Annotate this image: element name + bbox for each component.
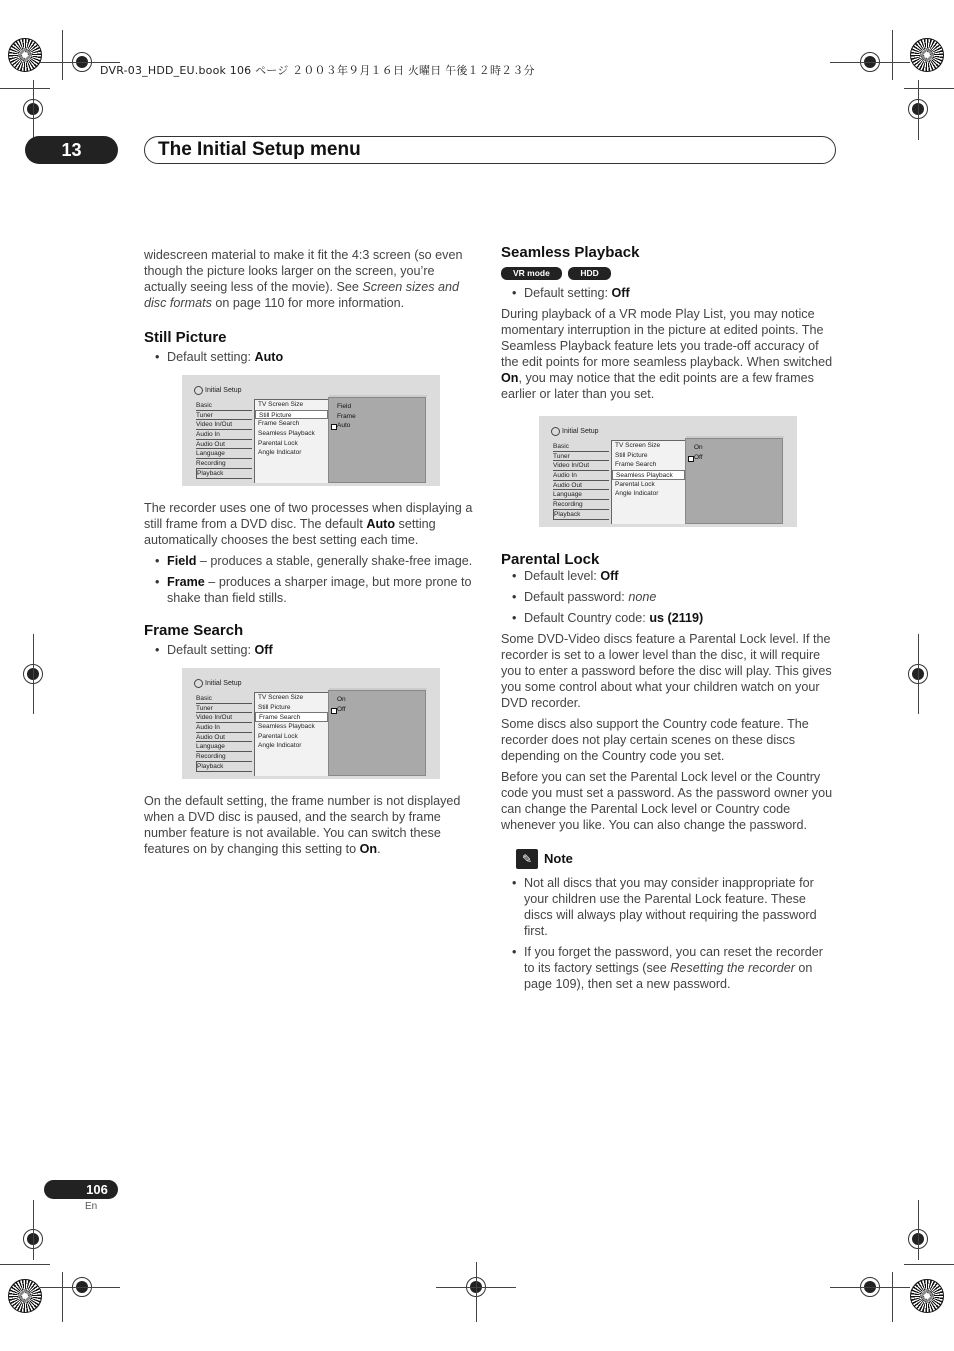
vr-mode-badge: VR mode [501, 267, 562, 280]
trim-line [830, 1287, 910, 1288]
osd-mid-item: Seamless Playback [258, 723, 315, 731]
print-header: DVR-03_HDD_EU.book 106 ページ ２００３年９月１６日 火曜日 午後１２時２３分 [100, 64, 535, 77]
osd-mid-item: Angle Indicator [258, 742, 302, 750]
osd-option: Off [686, 453, 782, 463]
osd-left-item: Audio In [196, 723, 252, 733]
osd-mid-item: Angle Indicator [258, 449, 302, 457]
trim-line [0, 1264, 50, 1265]
osd-mid-item: TV Screen Size [615, 442, 661, 449]
osd-options [328, 690, 426, 776]
still-picture-default: • Default setting: Auto [144, 349, 477, 365]
parental-default-country: • Default Country code: us (2119) [501, 610, 834, 626]
trim-line [904, 1264, 954, 1265]
still-picture-bullet: • Frame – produces a sharper image, but more prone to shake than field stills. [144, 574, 477, 606]
trim-line [918, 634, 919, 714]
osd-option: Field [337, 403, 352, 410]
osd-options [685, 438, 783, 524]
osd-mid-menu [254, 692, 328, 776]
trim-line [892, 30, 893, 80]
parental-default-password: • Default password: none [501, 589, 834, 605]
osd-mid-item: Parental Lock [258, 732, 298, 740]
osd-options [328, 397, 426, 483]
osd-left-item: Audio Out [553, 481, 609, 491]
hdd-badge: HDD [568, 267, 610, 280]
still-picture-bullet: • Field – produces a stable, generally shake-free image. [144, 553, 477, 569]
osd-mid-item: Still Picture [615, 451, 648, 459]
osd-option: On [337, 696, 346, 703]
osd-left-item: Recording [196, 752, 252, 762]
osd-mid-item: TV Screen Size [258, 694, 304, 701]
registration-mark-icon [910, 38, 944, 72]
page-title: The Initial Setup menu [144, 136, 836, 164]
trim-line [830, 62, 910, 63]
trim-line [918, 1200, 919, 1260]
parental-default-level: • Default level: Off [501, 568, 834, 584]
trim-line [40, 1287, 120, 1288]
osd-left-item: Video In/Out [196, 420, 252, 430]
mode-badges [501, 264, 834, 280]
osd-option: Off [329, 705, 425, 715]
osd-left-menu [196, 401, 252, 479]
osd-left-item: Playback [196, 762, 252, 772]
note-header [516, 849, 834, 869]
osd-title: Initial Setup [194, 676, 242, 692]
left-column [144, 247, 477, 862]
osd-left-item: Basic [196, 694, 252, 704]
parental-paragraph: Before you can set the Parental Lock level or the Country code you must set a password. As the password owner you can change the Parental Lock level or Country code whenever you like. You can also change the password. [501, 770, 833, 832]
osd-left-item: Audio In [196, 430, 252, 440]
osd-left-item: Playback [196, 469, 252, 479]
osd-mid-menu [254, 399, 328, 483]
osd-left-item: Playback [553, 510, 609, 520]
parental-paragraph: Some DVD-Video discs feature a Parental Lock level. If the recorder is set to a lower level than the disc, it will require you to enter a password before the disc will play. This gives you some control about what your children watch on your DVD recorder. [501, 632, 832, 710]
disc-icon [551, 427, 560, 436]
parental-heading: Parental Lock [501, 551, 600, 568]
osd-left-item: Basic [553, 442, 609, 452]
registration-mark-icon [8, 1279, 42, 1313]
osd-left-item: Basic [196, 401, 252, 411]
frame-search-default: • Default setting: Off [144, 642, 477, 658]
osd-mid-item: Parental Lock [258, 439, 298, 447]
osd-left-item: Audio Out [196, 733, 252, 743]
still-picture-body: The recorder uses one of two processes when displaying a still frame from a DVD disc. The default Auto setting automatically chooses the best setting each time. [144, 501, 473, 547]
page-number: 106 [44, 1180, 118, 1199]
osd-left-item: Language [553, 490, 609, 500]
osd-left-item: Recording [196, 459, 252, 469]
osd-mid-item: Seamless Playback [258, 430, 315, 438]
intro-paragraph: widescreen material to make it fit the 4:3 screen (so even though the picture looks larger on the screen, you’re actually seeing less of the movie). See Screen sizes and disc formats on page 110 for more information. [144, 248, 463, 310]
osd-left-menu [553, 442, 609, 520]
osd-left-item: Tuner [196, 411, 252, 421]
note-title: Note [544, 851, 573, 866]
osd-mid-item: Still Picture [255, 410, 328, 420]
still-picture-heading: Still Picture [144, 329, 227, 346]
parental-paragraph: Some discs also support the Country code feature. The recorder does not play certain scenes on these discs depending on the Country code you set. [501, 717, 809, 763]
language-code: En [85, 1201, 98, 1212]
chapter-number: 13 [25, 136, 118, 164]
osd-still-picture [182, 375, 440, 486]
osd-mid-item: TV Screen Size [258, 401, 304, 408]
registration-mark-icon [8, 38, 42, 72]
osd-left-item: Language [196, 742, 252, 752]
osd-option: Frame [337, 412, 356, 420]
trim-line [476, 1262, 477, 1322]
osd-mid-menu [611, 440, 685, 524]
osd-mid-item: Frame Search [258, 420, 300, 428]
osd-left-item: Language [196, 449, 252, 459]
seamless-default: • Default setting: Off [501, 285, 834, 301]
disc-icon [194, 679, 203, 688]
trim-line [33, 634, 34, 714]
frame-search-heading: Frame Search [144, 622, 244, 639]
osd-seamless [539, 416, 797, 527]
trim-line [0, 88, 50, 89]
right-column [501, 245, 834, 997]
trim-line [33, 80, 34, 140]
osd-mid-item: Frame Search [255, 712, 328, 722]
osd-option: Auto [329, 421, 425, 431]
osd-mid-item: Parental Lock [615, 480, 655, 488]
osd-frame-search [182, 668, 440, 779]
osd-left-item: Video In/Out [196, 713, 252, 723]
osd-left-item: Video In/Out [553, 461, 609, 471]
pencil-note-icon: ✎ [516, 849, 538, 869]
osd-left-item: Audio In [553, 471, 609, 481]
trim-line [62, 30, 63, 80]
registration-mark-icon [910, 1279, 944, 1313]
osd-mid-item: Seamless Playback [612, 470, 685, 480]
disc-icon [194, 386, 203, 395]
trim-line [904, 88, 954, 89]
osd-title: Initial Setup [194, 383, 242, 399]
osd-left-item: Tuner [553, 452, 609, 462]
osd-option: On [694, 444, 703, 451]
frame-search-body: On the default setting, the frame number is not displayed when a DVD disc is paused, and the search by frame number feature is not available. You can switch these features on by changing this setting to On. [144, 794, 461, 856]
osd-left-menu [196, 694, 252, 772]
note-item: • Not all discs that you may consider inappropriate for your children use the Parental Lock feature. These discs will always play without requiring the password first. [501, 875, 834, 939]
seamless-body: During playback of a VR mode Play List, you may notice momentary interruption in the picture at edited points. The Seamless Playback feature lets you trade-off accuracy of the edit points for more seamless playback. When switched On, you may notice that the edit points are a few frames earlier or later than you set. [501, 307, 833, 401]
osd-title: Initial Setup [551, 424, 599, 440]
osd-left-item: Tuner [196, 704, 252, 714]
osd-mid-item: Still Picture [258, 703, 291, 711]
osd-mid-item: Angle Indicator [615, 490, 659, 498]
note-item: • If you forget the password, you can reset the recorder to its factory settings (see Resetting the recorder on page 109), then set a new password. [501, 944, 834, 992]
trim-line [892, 1272, 893, 1322]
trim-line [62, 1272, 63, 1322]
seamless-heading: Seamless Playback [501, 244, 640, 261]
trim-line [918, 80, 919, 140]
osd-mid-item: Frame Search [615, 461, 657, 469]
trim-line [33, 1200, 34, 1260]
osd-left-item: Audio Out [196, 440, 252, 450]
osd-left-item: Recording [553, 500, 609, 510]
